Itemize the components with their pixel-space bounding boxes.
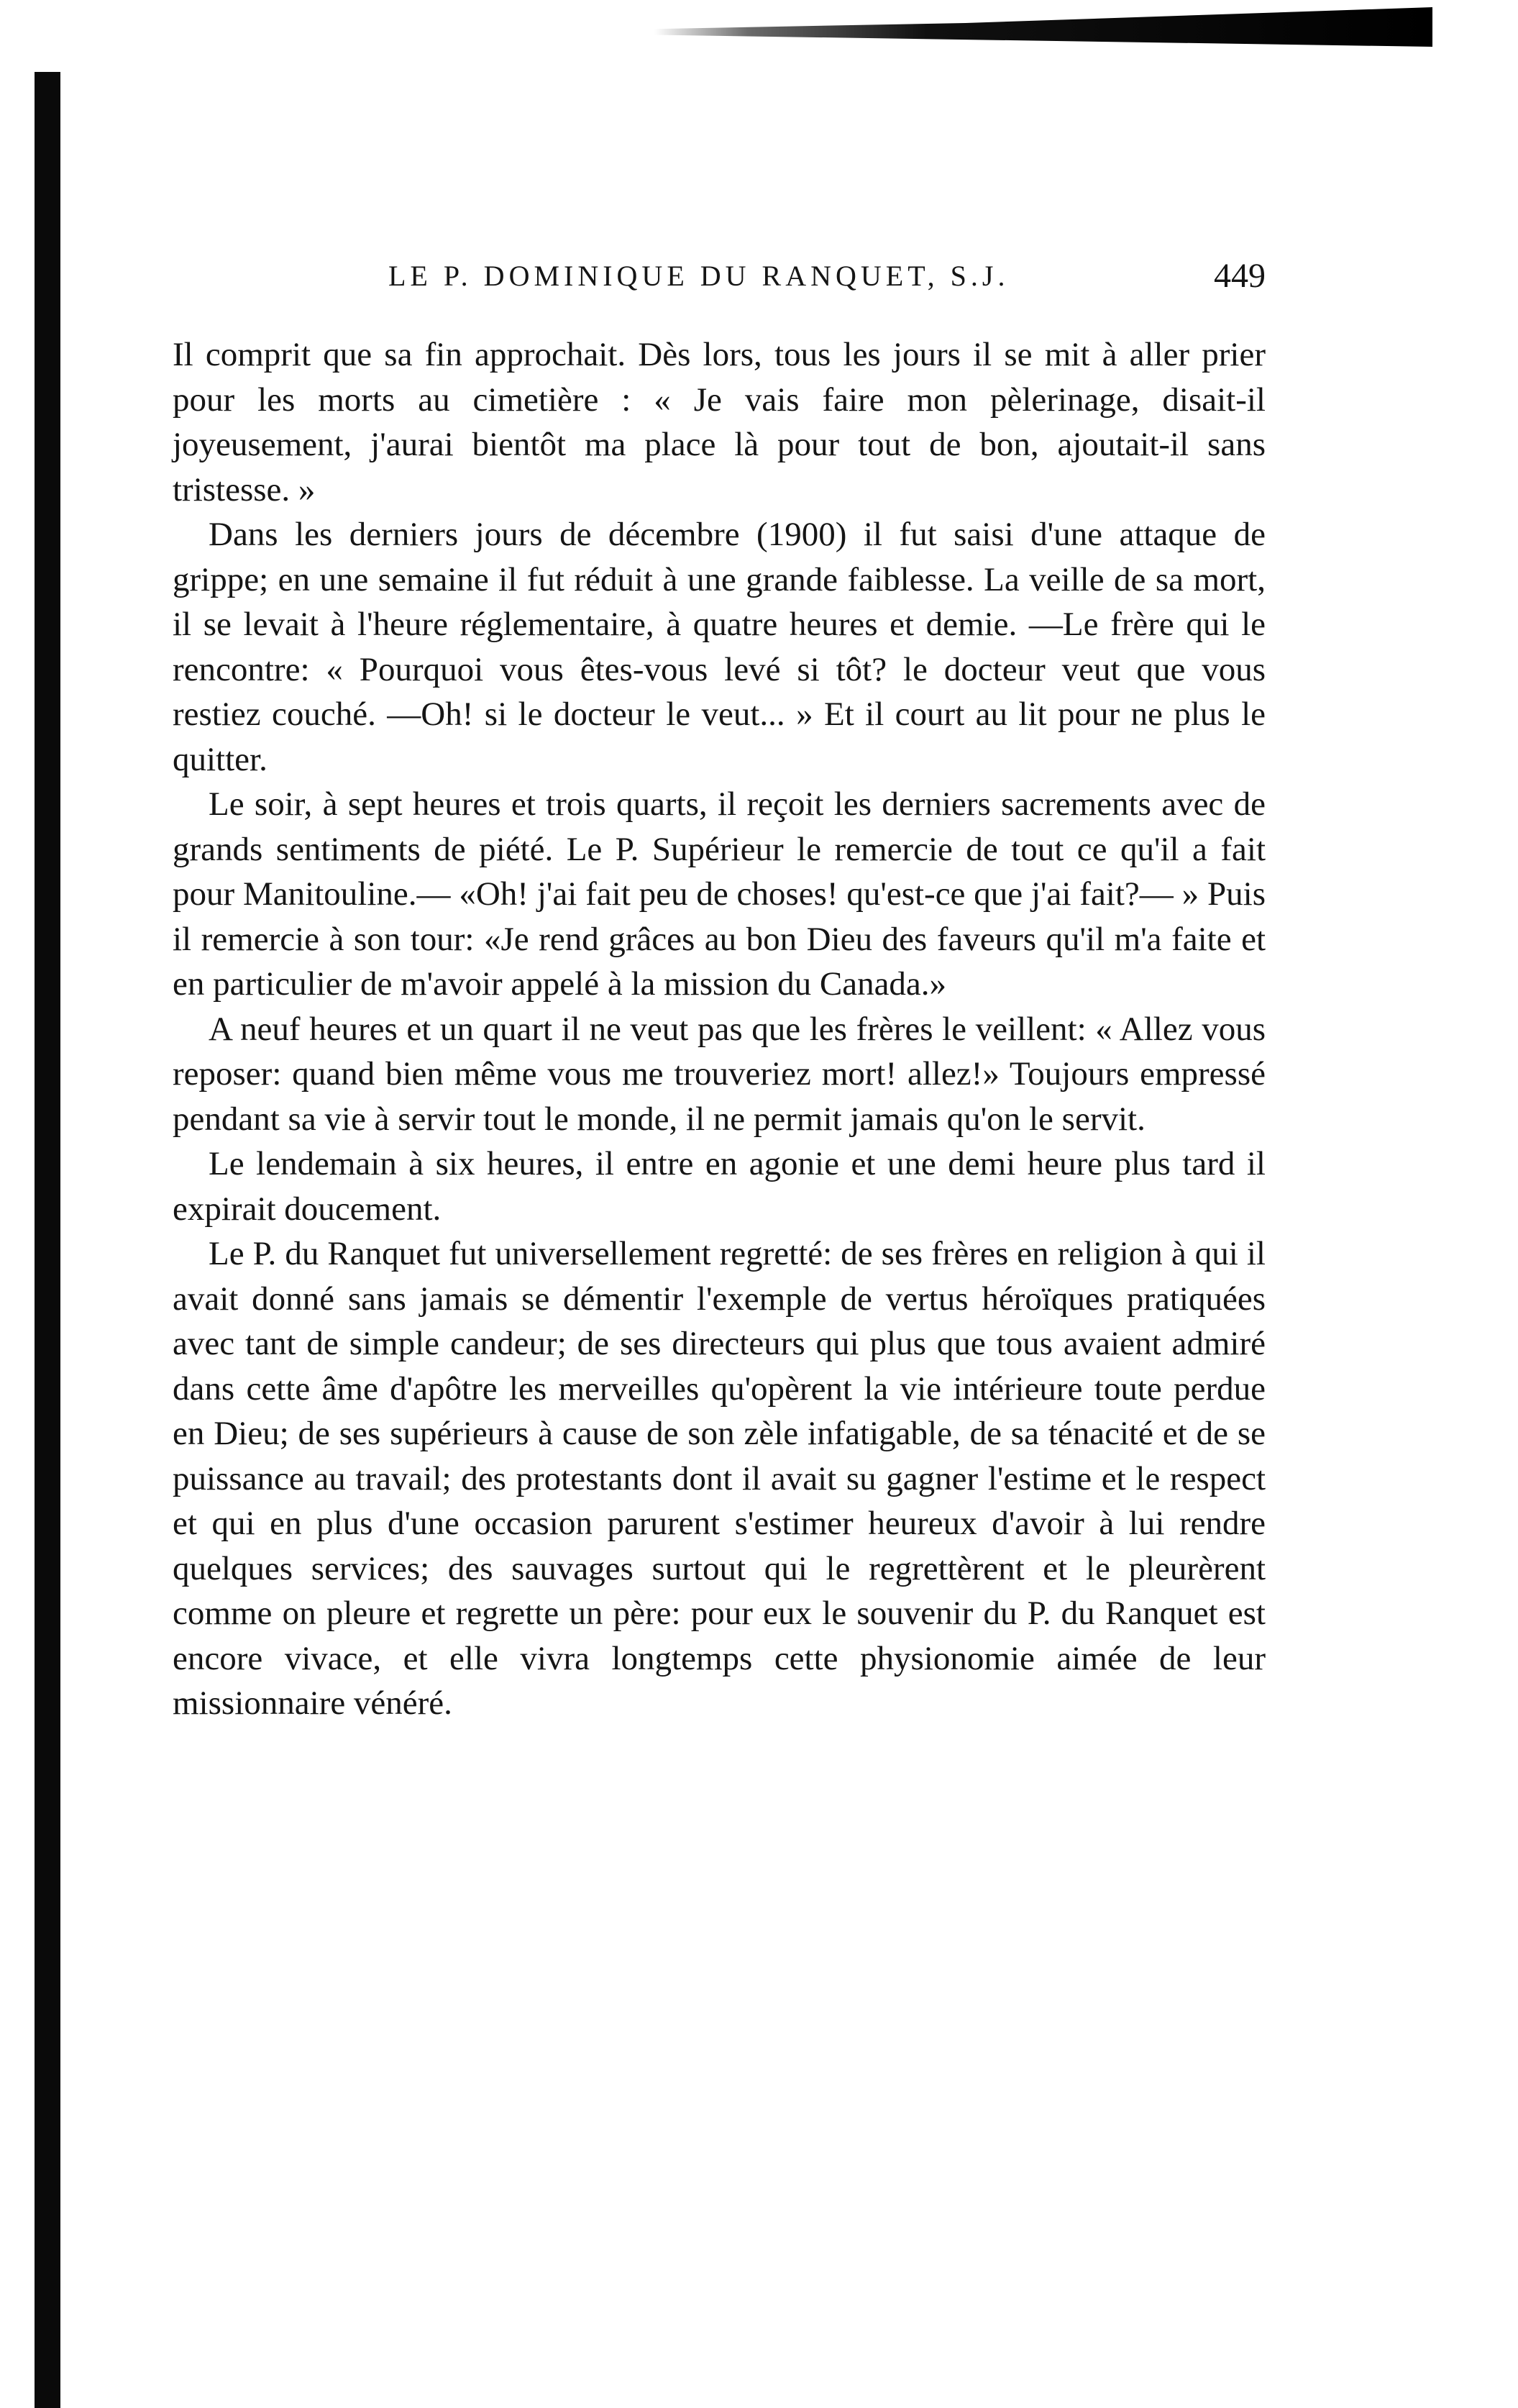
paragraph: Le P. du Ranquet fut universellement regretté: de ses frères en religion à qui il avait donné sans jamais se démentir l'exemple de vertus héroïques pratiquées avec tant de simple candeur; de ses directeurs qui plus que tous avaient admiré dans cette âme d'apôtre les merveilles qu'opèrent la vie intérieure toute perdue en Dieu; de ses supérieurs à cause de son zèle infatigable, de sa ténacité et de se puissance au travail; des protestants dont il avait su gagner l'estime et le respect et qui en plus d'une occasion parurent s'estimer heureux d'avoir à lui rendre quelques services; des sauvages surtout qui le regrettèrent et le pleurèrent comme on pleure et regrette un père: pour eux le souvenir du P. du Ranquet est encore vivace, et elle vivra longtemps cette physionomie aimée de leur missionnaire vénéré.	[173, 1235, 1266, 1722]
paragraph: Il comprit que sa fin approchait. Dès lors, tous les jours il se mit à aller prier pour les morts au cimetière : « Je vais faire mon pèlerinage, disait-il joyeusement, j'aurai bientôt ma place là pour tout de bon, ajoutait-il sans tristesse. »	[173, 336, 1266, 508]
running-head	[173, 259, 1266, 302]
paragraph: Dans les derniers jours de décembre (1900) il fut saisi d'une attaque de grippe; en une semaine il fut réduit à une grande faiblesse. La veille de sa mort, il se levait à l'heure réglementaire, à quatre heures et demie. —Le frère qui le rencontre: « Pourquoi vous êtes-vous levé si tôt? le docteur veut que vous restiez couché. —Oh! si le docteur le veut... » Et il court au lit pour ne plus le quitter.	[173, 516, 1266, 778]
paragraph: Le lendemain à six heures, il entre en agonie et une demi heure plus tard il expirait doucement.	[173, 1145, 1266, 1228]
paragraph: A neuf heures et un quart il ne veut pas que les frères le veillent: « Allez vous reposer: quand bien même vous me trouveriez mort! allez!» Toujours empressé pendant sa vie à servir tout le monde, il ne permit jamais qu'on le servit.	[173, 1010, 1266, 1138]
running-head-title: LE P. DOMINIQUE DU RANQUET, S.J.	[388, 260, 1010, 292]
scan-margin-bar	[35, 72, 60, 2408]
body-text	[173, 332, 1266, 1726]
scan-edge-mark	[654, 7, 1432, 47]
paragraph: Le soir, à sept heures et trois quarts, il reçoit les derniers sacrements avec de grands sentiments de piété. Le P. Supérieur le remercie de tout ce qu'il a fait pour Manitouline.— «Oh! j'ai fait peu de choses! qu'est-ce que j'ai fait?— » Puis il remercie à son tour: «Je rend grâces au bon Dieu des faveurs qu'il m'a faite et en particulier de m'avoir appelé à la mission du Canada.»	[173, 785, 1266, 1003]
page-number: 449	[1214, 257, 1266, 295]
